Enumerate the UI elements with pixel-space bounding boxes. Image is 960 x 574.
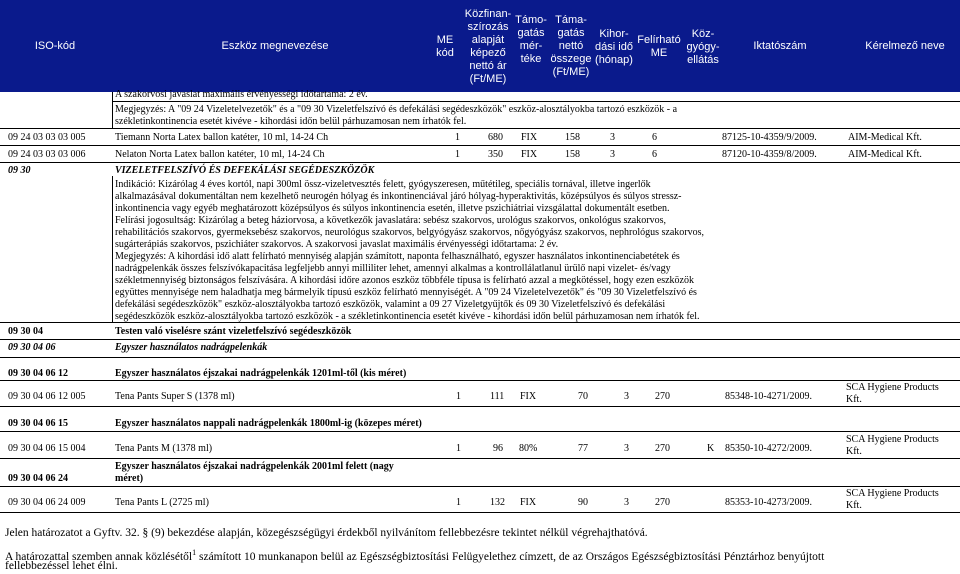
megjegyzes-0930-line-6: segédeszközök eszköz-alosztályokba tartozó eszközök - a székletinkontinencia esetét kivéve - kihordási időn belül párhuzamosan nem írhatók fel. xyxy=(115,311,700,322)
megjegyzes-0930-line-1: Megjegyzés: A kihordási idő alatt felírható mennyiség alapján számított, naponta felhasználható, egyszer használatos inkontinenciabetétek és xyxy=(115,251,680,262)
section-title: VIZELETFELSZÍVÓ ÉS DEFEKÁLÁSI SEGÉDESZKÖZÖK xyxy=(115,165,375,176)
header-kozgyogy: Köz-gyógy-ellátás xyxy=(686,28,720,66)
applicant-line-1: SCA Hygiene Products xyxy=(846,488,939,499)
applicant: AIM-Medical Kft. xyxy=(848,132,922,143)
indikacio-line-1: Indikáció: Kizárólag 4 éves kortól, napi 300ml össz-vizeletvesztés felett, gyógyszeresen, műtétileg, speciális tornával, illetve ingerlők xyxy=(115,179,651,190)
group-code: 09 30 04 06 15 xyxy=(8,418,68,429)
header-osszeg: Táma-gatás nettó összege (Ft/ME) xyxy=(550,14,592,78)
me-kod: 1 xyxy=(456,443,461,454)
iso-code: 09 24 03 03 03 005 xyxy=(8,132,86,143)
header-name: Eszköz megnevezése xyxy=(221,40,329,52)
footer-line-2b: számított 10 munkanapon belül az Egészségbiztosítási Felügyelethez címzett, de az Országos Egészségbiztosítási Pénztárhoz benyújtott xyxy=(196,550,825,563)
device-name: Tena Pants L (2725 ml) xyxy=(115,497,209,508)
device-name: Tena Pants M (1378 ml) xyxy=(115,443,213,454)
iso-code: 09 24 03 03 03 006 xyxy=(8,149,86,160)
group-title: Testen való viselésre szánt vizeletfelszívó segédeszközök xyxy=(115,326,352,337)
device-name: Nelaton Norta Latex ballon katéter, 10 ml, 14-24 Ch xyxy=(115,149,325,160)
divider xyxy=(112,101,960,102)
quantity: 6 xyxy=(652,132,657,143)
divider xyxy=(0,380,960,381)
group-title: Egyszer használatos nappali nadrágpelenkák 1800ml-ig (közepes méret) xyxy=(115,418,422,429)
months: 3 xyxy=(610,132,615,143)
header-finance: Közfinan-szírozás alapját képező nettó ár (Ft/ME) xyxy=(464,8,512,85)
group-code: 09 30 04 06 12 xyxy=(8,368,68,379)
applicant: AIM-Medical Kft. xyxy=(848,149,922,160)
indikacio-line-2: alkalmazásával dokumentáltan nem kezelhető neurogén hólyag és inkontinenciával járó hólyag-hyperaktivitás, középsúlyos és súlyos stressz- xyxy=(115,191,682,202)
divider xyxy=(0,512,960,513)
footer-line-2 xyxy=(5,546,824,564)
support-type: 80% xyxy=(519,443,538,454)
divider xyxy=(0,431,960,432)
applicant-line-2: Kft. xyxy=(846,500,862,511)
group-title-line-2: méret) xyxy=(115,473,144,484)
divider xyxy=(0,128,960,129)
price: 111 xyxy=(490,391,505,402)
support-type: FIX xyxy=(520,497,537,508)
header-kerelmezo: Kérelmező neve xyxy=(865,40,945,52)
device-name: Tiemann Norta Latex ballon katéter, 10 ml, 14-24 Ch xyxy=(115,132,329,143)
net-amount: 77 xyxy=(578,443,588,454)
price: 680 xyxy=(488,132,503,143)
divider xyxy=(0,357,960,358)
divider xyxy=(0,322,960,323)
section-code: 09 30 xyxy=(8,165,31,176)
divider xyxy=(0,486,960,487)
divider xyxy=(0,406,960,407)
net-amount: 158 xyxy=(565,149,580,160)
applicant-line-2: Kft. xyxy=(846,446,862,457)
months: 3 xyxy=(624,391,629,402)
quantity: 270 xyxy=(655,443,670,454)
price: 96 xyxy=(493,443,503,454)
footer-line-2a: A határozattal szemben annak közlésétől xyxy=(5,550,193,563)
megjegyzes-0930-line-5: defekálási segédeszközök" eszköz-alosztályokba tartozó eszközök, valamint a 09 27 Vizeletgyűjtők és 09 30 Vizeletfelszívó és defekálási xyxy=(115,299,666,310)
months: 3 xyxy=(610,149,615,160)
table-header xyxy=(0,0,960,92)
divider xyxy=(0,339,960,340)
applicant-line-2: Kft. xyxy=(846,394,862,405)
header-iso: ISO-kód xyxy=(34,40,76,52)
footer-line-3: fellebbezéssel lehet élni. xyxy=(5,560,118,572)
price: 350 xyxy=(488,149,503,160)
group-title: Egyszer használatos éjszakai nadrágpelenkák 1201ml-től (kis méret) xyxy=(115,368,407,379)
registration-number: 85353-10-4273/2009. xyxy=(725,497,812,508)
applicant-line-1: SCA Hygiene Products xyxy=(846,382,939,393)
divider xyxy=(112,92,113,128)
me-kod: 1 xyxy=(456,391,461,402)
net-amount: 70 xyxy=(578,391,588,402)
net-amount: 90 xyxy=(578,497,588,508)
megjegyzes-line-2: székletinkontinencia esetét kivéve - kihordási időn belül párhuzamosan nem írhatók fel. xyxy=(115,116,467,127)
iso-code: 09 30 04 06 24 009 xyxy=(8,497,86,508)
registration-number: 87120-10-4359/8/2009. xyxy=(722,149,817,160)
felirasi-line-3: sugárterápiás szakorvos, pszichiáter szakorvos. A szakorvosi javaslat maximális érvényességi időtartama: 2 év. xyxy=(115,239,559,250)
me-kod: 1 xyxy=(455,149,460,160)
quantity: 6 xyxy=(652,149,657,160)
quantity: 270 xyxy=(655,497,670,508)
javaslat-note: A szakorvosi javaslat maximális érvényességi időtartama: 2 év. xyxy=(115,89,368,100)
felirasi-line-2: rehabilitációs szakorvos, gyermeksebész szakorvos, neurológus szakorvos, belgyógyász szakorvos, nőgyógyász szakorvos, nephrológus szakorvos, xyxy=(115,227,705,238)
divider xyxy=(112,176,113,322)
group-title: Egyszer használatos nadrágpelenkák xyxy=(115,342,268,353)
support-type: FIX xyxy=(521,132,538,143)
group-title-line-1: Egyszer használatos éjszakai nadrágpelenkák 2001ml felett (nagy xyxy=(115,461,394,472)
device-name: Tena Pants Super S (1378 ml) xyxy=(115,391,235,402)
indikacio-line-3: inkontinencia vagy egyéb meghatározott középsúlyos és súlyos inkontinencia esetén, illetve pszichiátriai vizsgálattal dokumentált esetben. xyxy=(115,203,670,214)
divider xyxy=(0,458,960,459)
price: 132 xyxy=(490,497,505,508)
megjegyzes-line-1: Megjegyzés: A "09 24 Vizeletelvezetők" és a "09 30 Vizeletfelszívó és defekálási segédeszközök" eszköz-alosztályokba tartozó eszközök - a xyxy=(115,104,678,115)
support-type: FIX xyxy=(521,149,538,160)
header-mertek: Támo-gatás mér-téke xyxy=(515,14,547,65)
me-kod: 1 xyxy=(456,497,461,508)
footer-line-1: Jelen határozatot a Gyftv. 32. § (9) bekezdése alapján, közegészségügyi érdekből nyilvánítom fellebbezésre tekintet nélkül végrehajthatóvá. xyxy=(5,527,648,539)
kozgyogy-flag: K xyxy=(707,443,715,454)
registration-number: 85350-10-4272/2009. xyxy=(725,443,812,454)
net-amount: 158 xyxy=(565,132,580,143)
header-kihord: Kihor-dási idő (hónap) xyxy=(595,28,633,66)
support-type: FIX xyxy=(520,391,537,402)
felirasi-line-1: Felírási jogosultság: Kizárólag a beteg háziorvosa, a következők javaslatára: sebész szakorvos, urológus szakorvos, onkológus szakorvos, xyxy=(115,215,666,226)
divider xyxy=(0,162,960,163)
iso-code: 09 30 04 06 15 004 xyxy=(8,443,86,454)
months: 3 xyxy=(624,497,629,508)
megjegyzes-0930-line-4: együttes mennyisége nem haladhatja meg bármelyik típusú eszköz felírható mennyiségét. A "09 24 Vizeletelvezetők" és "09 30 Vizeletfelszívó és xyxy=(115,287,697,298)
months: 3 xyxy=(624,443,629,454)
iso-code: 09 30 04 06 12 005 xyxy=(8,391,86,402)
megjegyzes-0930-line-3: székletmennyiség biztonságos felszívására. A kihordási időre azonos eszköz többféle típusa is felírható azzal a megkötéssel, hogy ezen eszközök xyxy=(115,275,694,286)
header-iktato: Iktatószám xyxy=(753,40,807,52)
applicant-line-1: SCA Hygiene Products xyxy=(846,434,939,445)
me-kod: 1 xyxy=(455,132,460,143)
quantity: 270 xyxy=(655,391,670,402)
registration-number: 85348-10-4271/2009. xyxy=(725,391,812,402)
divider xyxy=(0,145,960,146)
header-felirhato: Felírható ME xyxy=(637,34,681,59)
megjegyzes-0930-line-2: nadrágpelenkák összes felszívókapacitása legfeljebb annyi milliliter lehet, amennyi alkalmas a kontrollálatlanul ürülő napi vizelet- és/vagy xyxy=(115,263,671,274)
footnote-marker: 1 xyxy=(192,548,197,557)
group-code: 09 30 04 06 24 xyxy=(8,473,68,484)
header-me-kod: ME kód xyxy=(436,34,454,59)
group-code: 09 30 04 xyxy=(8,326,43,337)
registration-number: 87125-10-4359/9/2009. xyxy=(722,132,817,143)
group-code: 09 30 04 06 xyxy=(8,342,56,353)
